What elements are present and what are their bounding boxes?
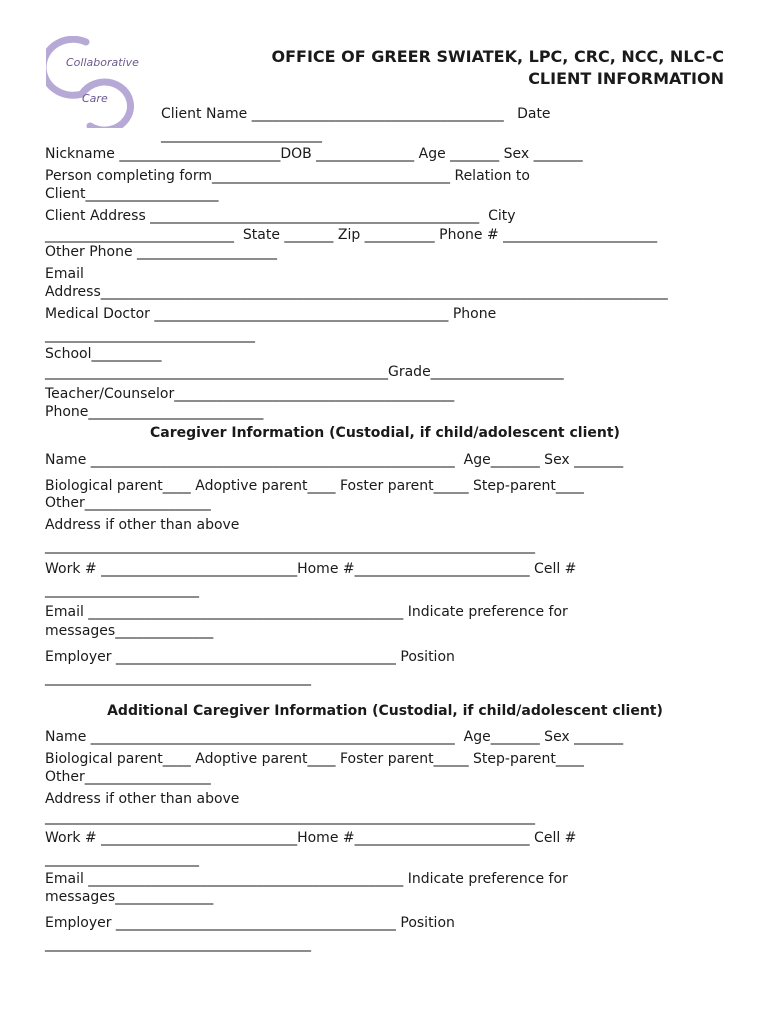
- date-field-line[interactable]: _______________________: [161, 127, 322, 143]
- person-completing-form-field[interactable]: Person completing form__________________________________ Relation to: [45, 168, 530, 184]
- caregiver-section-heading: Caregiver Information (Custodial, if child/adolescent client): [150, 425, 620, 441]
- caregiver-employer-field[interactable]: Employer ________________________________________ Position: [45, 649, 455, 665]
- email-address-field[interactable]: Address_________________________________________________________________________________: [45, 284, 668, 300]
- additional-relationship-options[interactable]: Biological parent____ Adoptive parent____ Foster parent_____ Step-parent____: [45, 751, 584, 767]
- nickname-dob-age-sex-row[interactable]: Nickname _______________________DOB ______________ Age _______ Sex _______: [45, 146, 583, 162]
- logo-ring-icon: [46, 36, 156, 128]
- caregiver-cell-field[interactable]: ______________________: [45, 582, 199, 598]
- form-office-title: OFFICE OF GREER SWIATEK, LPC, CRC, NCC, NLC-C: [271, 47, 724, 66]
- additional-address-field[interactable]: ______________________________________________________________________: [45, 809, 535, 825]
- additional-employer-field[interactable]: Employer ________________________________________ Position: [45, 915, 455, 931]
- school-grade-row[interactable]: _________________________________________________Grade___________________: [45, 364, 564, 380]
- additional-name-age-sex-row[interactable]: Name ____________________________________________________ Age_______ Sex _______: [45, 729, 624, 745]
- form-title: CLIENT INFORMATION: [528, 69, 724, 88]
- client-name-field[interactable]: Client Name ____________________________________ Date: [161, 106, 551, 122]
- caregiver-address-label: Address if other than above: [45, 517, 240, 533]
- caregiver-relationship-options[interactable]: Biological parent____ Adoptive parent____ Foster parent_____ Step-parent____: [45, 478, 584, 494]
- email-label: Email: [45, 266, 84, 282]
- additional-other-field[interactable]: Other__________________: [45, 769, 211, 785]
- doctor-phone-field[interactable]: ______________________________: [45, 327, 255, 343]
- collaborative-care-logo: [46, 36, 156, 128]
- additional-message-preference-field[interactable]: messages______________: [45, 889, 214, 905]
- logo-text-care: Care: [82, 92, 108, 105]
- medical-doctor-field[interactable]: Medical Doctor __________________________________________ Phone: [45, 306, 497, 322]
- additional-address-label: Address if other than above: [45, 791, 240, 807]
- teacher-counselor-field[interactable]: Teacher/Counselor________________________________________: [45, 386, 455, 402]
- caregiver-phone-row[interactable]: Work # ____________________________Home #_________________________ Cell #: [45, 561, 577, 577]
- caregiver-position-field[interactable]: ______________________________________: [45, 670, 311, 686]
- other-phone-field[interactable]: Other Phone ____________________: [45, 244, 278, 260]
- additional-email-field[interactable]: Email _____________________________________________ Indicate preference for: [45, 871, 568, 887]
- client-address-field[interactable]: Client Address _______________________________________________ City: [45, 208, 516, 224]
- teacher-phone-field[interactable]: Phone_________________________: [45, 404, 264, 420]
- school-field[interactable]: School__________: [45, 346, 162, 362]
- city-state-zip-phone-row[interactable]: ___________________________ State _______ Zip __________ Phone # ______________________: [45, 227, 658, 243]
- caregiver-name-age-sex-row[interactable]: Name ____________________________________________________ Age_______ Sex _______: [45, 452, 624, 468]
- relation-to-client-field[interactable]: Client___________________: [45, 186, 219, 202]
- caregiver-other-field[interactable]: Other__________________: [45, 495, 211, 511]
- logo-text-collaborative: Collaborative: [66, 56, 139, 69]
- caregiver-email-field[interactable]: Email _____________________________________________ Indicate preference for: [45, 604, 568, 620]
- caregiver-message-preference-field[interactable]: messages______________: [45, 623, 214, 639]
- additional-phone-row[interactable]: Work # ____________________________Home #_________________________ Cell #: [45, 830, 577, 846]
- additional-position-field[interactable]: ______________________________________: [45, 936, 311, 952]
- additional-cell-field[interactable]: ______________________: [45, 851, 199, 867]
- additional-caregiver-section-heading: Additional Caregiver Information (Custodial, if child/adolescent client): [107, 703, 663, 719]
- caregiver-address-field[interactable]: ______________________________________________________________________: [45, 538, 535, 554]
